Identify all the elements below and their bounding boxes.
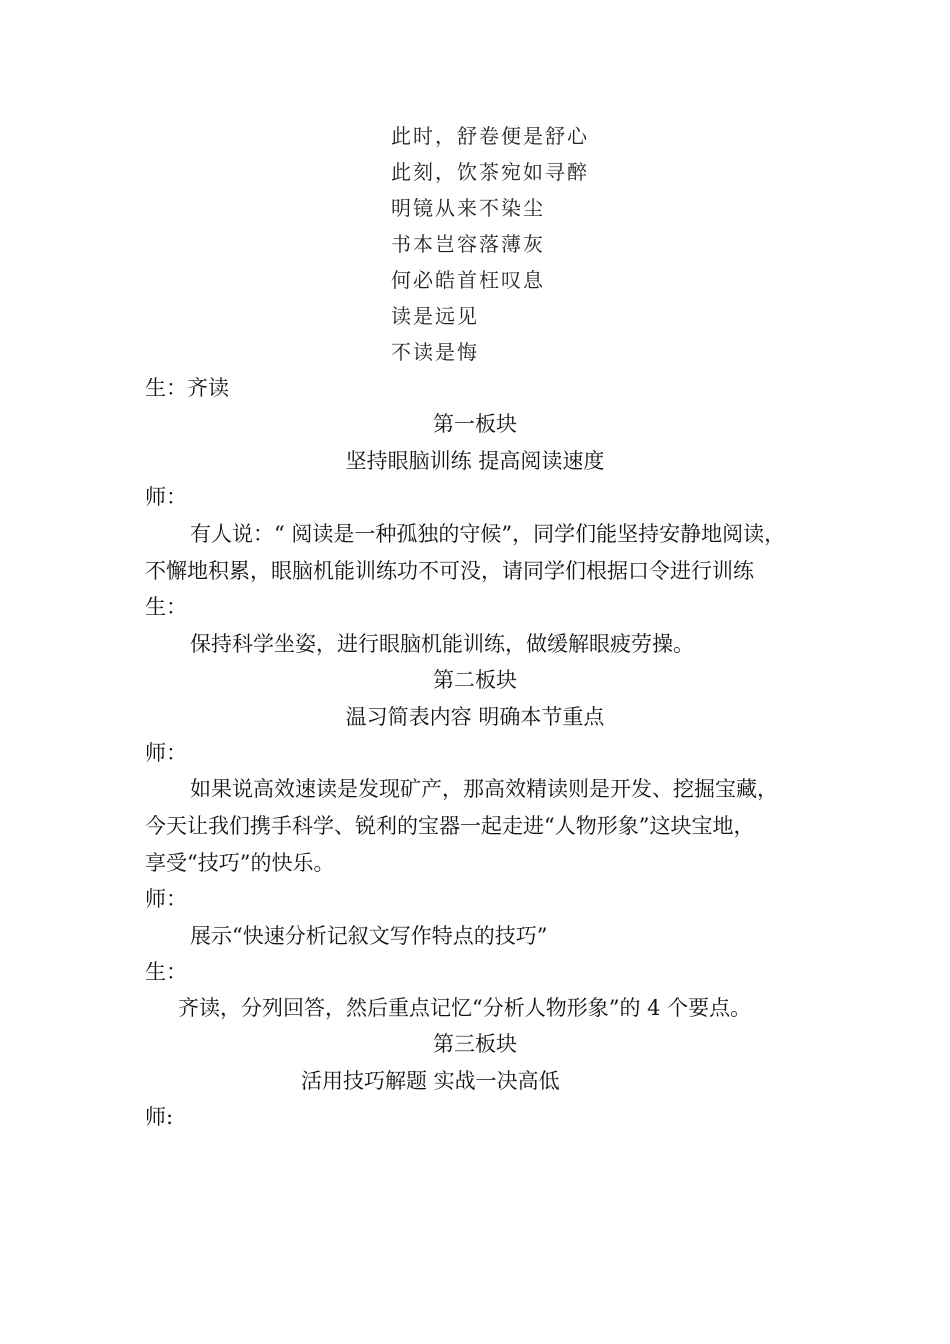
poem-line: 何必皓首枉叹息	[391, 268, 545, 292]
section-subtitle: 活用技巧解题 实战一决高低	[301, 1069, 560, 1093]
paragraph-line: 齐读，分列回答，然后重点记忆“分析人物形象”的 4 个要点。	[178, 996, 752, 1020]
paragraph-line: 保持科学坐姿，进行眼脑机能训练，做缓解眼疲劳操。	[190, 632, 694, 656]
section-title: 第二板块	[433, 668, 517, 692]
poem-line: 不读是悔	[391, 340, 479, 364]
section-subtitle: 坚持眼脑训练 提高阅读速度	[345, 449, 605, 473]
speaker-teacher-label: 师:	[145, 1105, 174, 1129]
paragraph-line: 今天让我们携手科学、锐利的宝器一起走进“人物形象”这块宝地，	[145, 814, 755, 838]
paragraph-line: 有人说：“ 阅读是一种孤独的守候”，同学们能坚持安静地阅读，	[190, 522, 786, 546]
poem-line: 此时，舒卷便是舒心	[391, 124, 589, 148]
speaker-teacher-label: 师：	[145, 741, 187, 765]
speaker-student-label: 生：	[145, 960, 187, 984]
poem-line: 读是远见	[391, 304, 479, 328]
speaker-teacher-label: 师：	[145, 485, 187, 509]
section-subtitle: 温习简表内容 明确本节重点	[345, 705, 605, 729]
paragraph-line: 如果说高效速读是发现矿产，那高效精读则是开发、挖掘宝藏，	[190, 777, 778, 801]
section-title: 第三板块	[433, 1032, 517, 1056]
section-title: 第一板块	[433, 412, 517, 436]
paragraph-line: 不懈地积累，眼脑机能训练功不可没，请同学们根据口令进行训练	[145, 559, 754, 583]
speaker-student-label: 生：	[145, 595, 187, 619]
poem-line: 明镜从来不染尘	[391, 196, 545, 220]
paragraph-line: 展示“快速分析记叙文写作特点的技巧”	[190, 924, 548, 948]
poem-line: 书本岂容落薄灰	[391, 232, 545, 256]
speaker-teacher-label: 师：	[145, 887, 187, 911]
poem-line: 此刻，饮茶宛如寻醉	[391, 160, 589, 184]
paragraph-line: 享受“技巧”的快乐。	[145, 851, 335, 875]
speaker-student-line: 生：齐读	[145, 376, 229, 400]
